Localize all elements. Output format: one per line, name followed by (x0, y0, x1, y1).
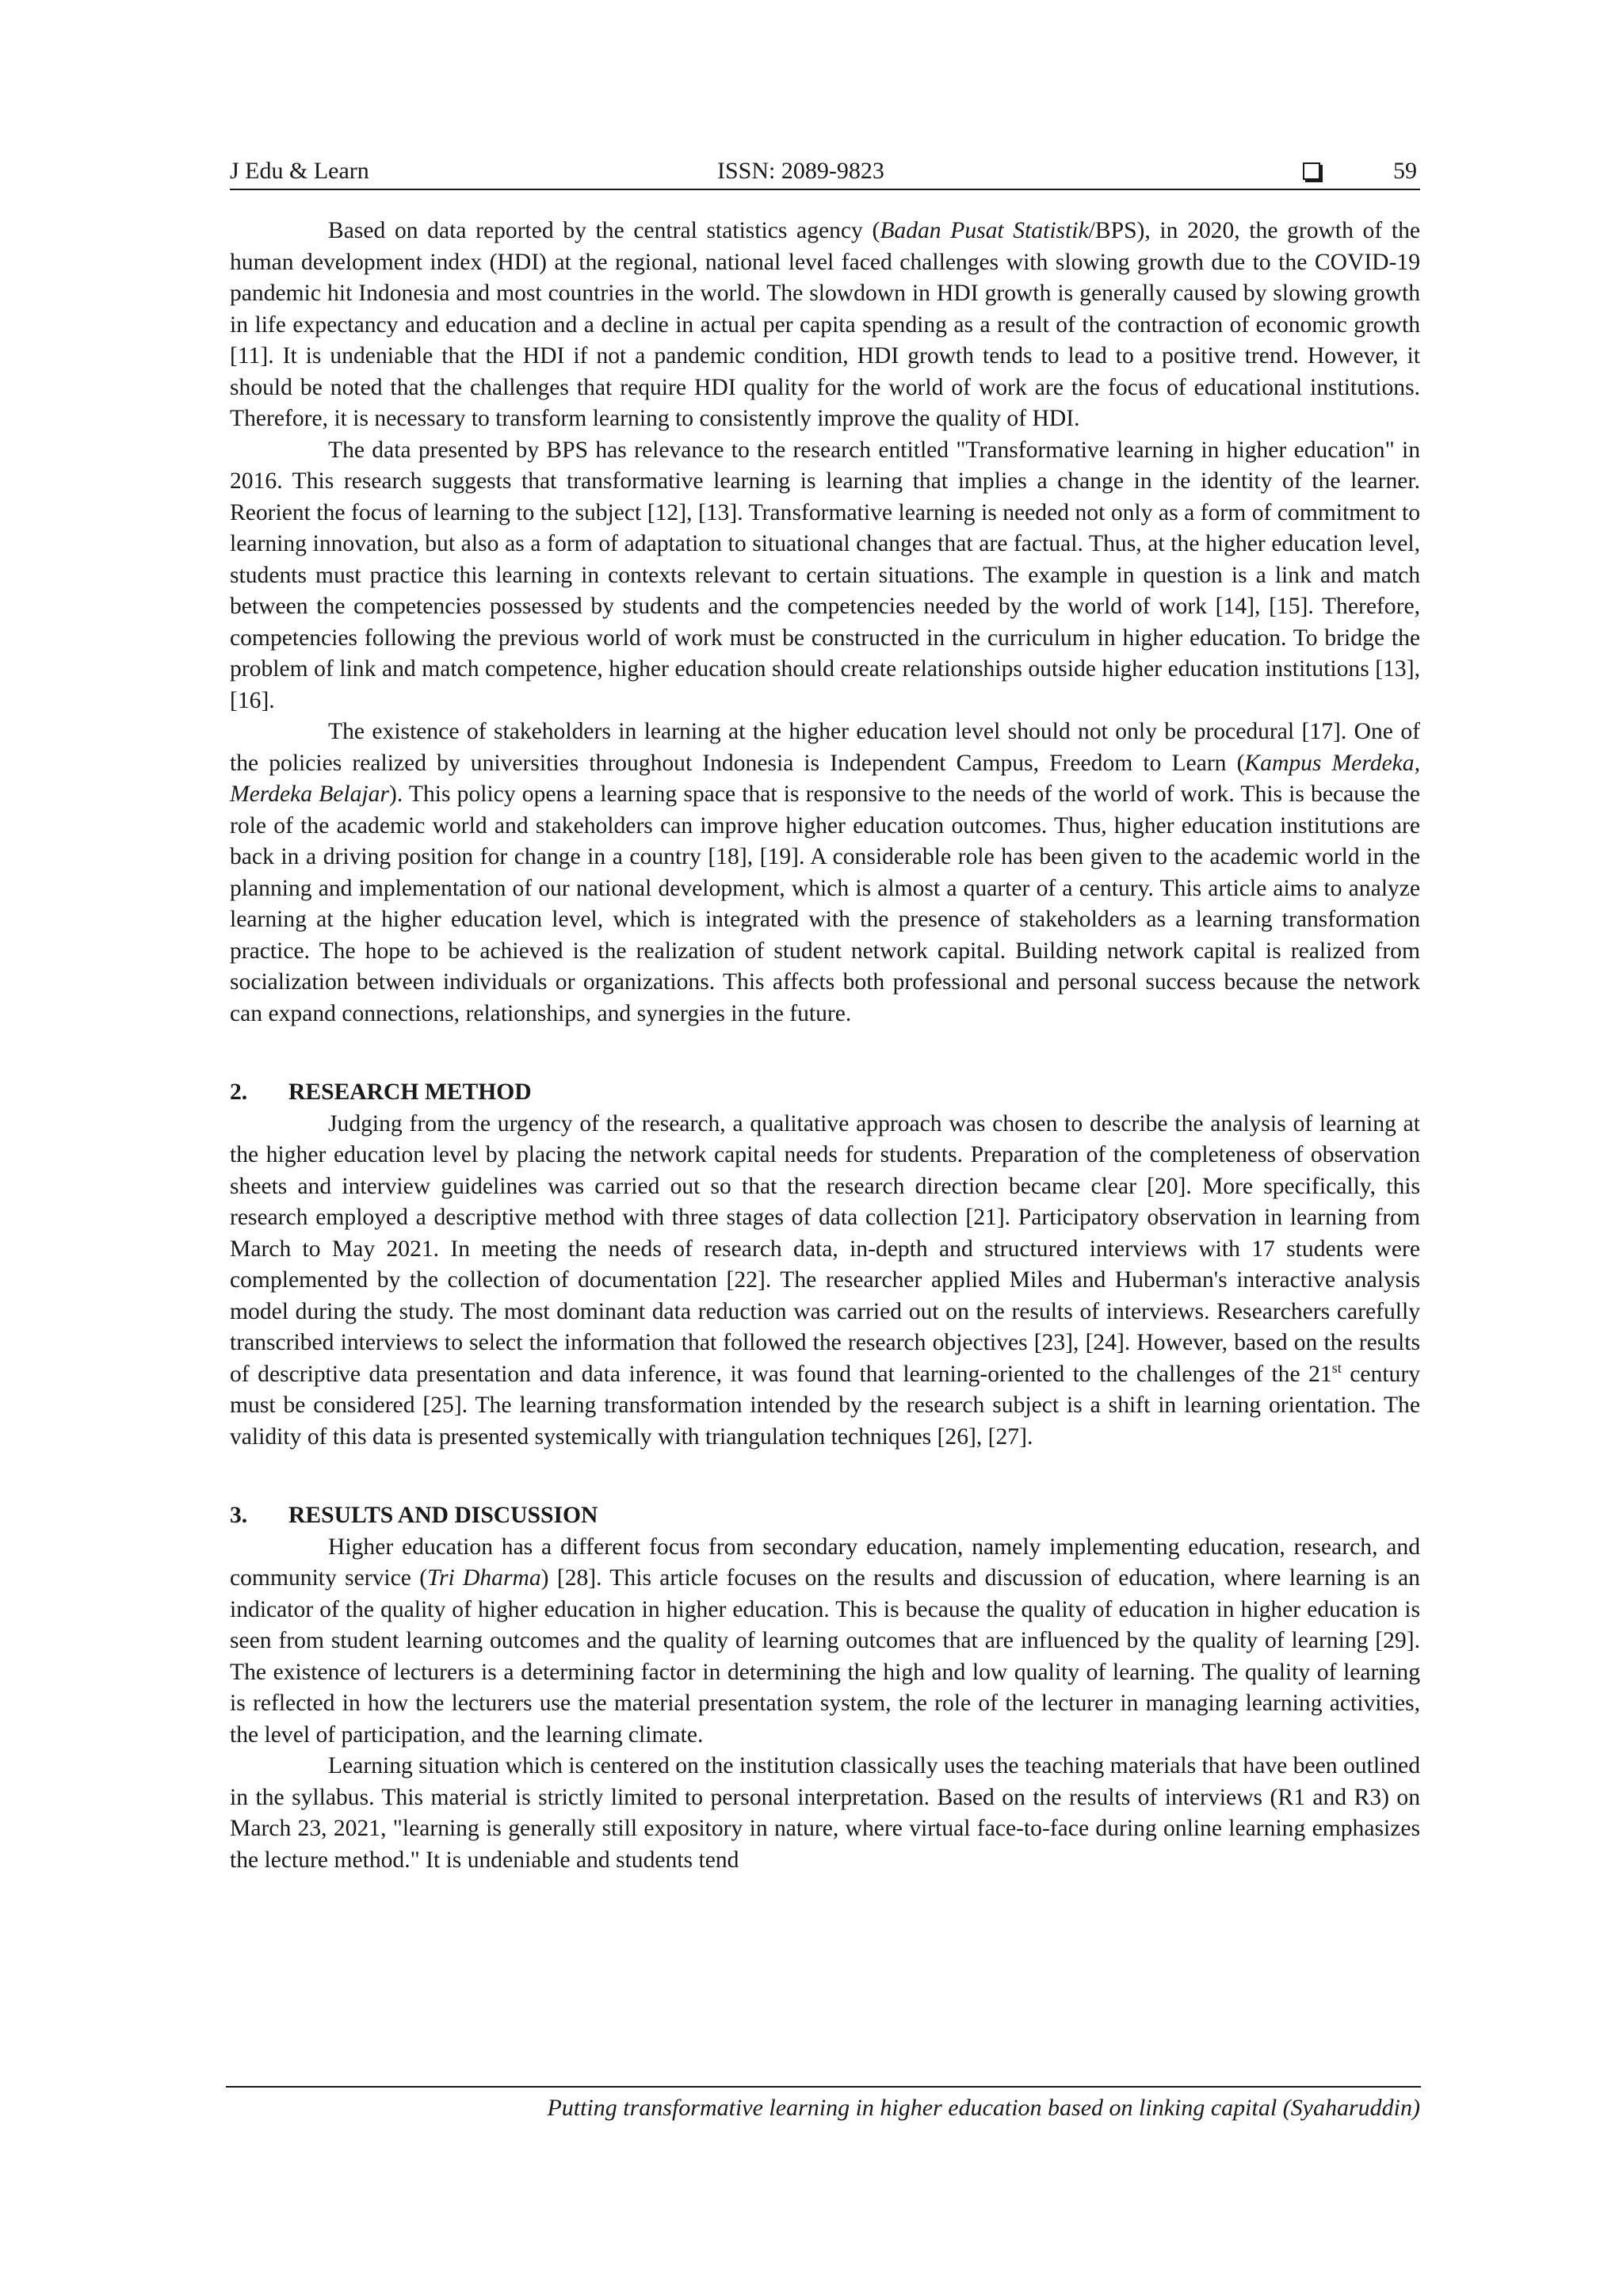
page-number: 59 (1393, 158, 1417, 184)
journal-name: J Edu & Learn (230, 158, 369, 184)
section-heading-results (230, 1500, 1420, 1532)
section-heading-research-method (230, 1077, 1420, 1109)
footer-rule (226, 2086, 1421, 2088)
checkbox-square-icon (1303, 162, 1320, 180)
intro-paragraph-2: The data presented by BPS has relevance to the research entitled "Transformative learning in higher education" in 2016. This research suggests that transformative learning is learning that implies a change in the identity of the learner. Reorient the focus of learning to the subject [12], [13]. Transformative learning is needed not only as a form of commitment to learning innovation, but also as a form of adaptation to situational changes that are factual. Thus, at the higher education level, students must practice this learning in contexts relevant to certain situations. The example in question is a link and match between the competencies possessed by students and the competencies needed by the world of work [14], [15]. Therefore, competencies following the previous world of work must be constructed in the curriculum in higher education. To bridge the problem of link and match competence, higher education should create relationships outside higher education institutions [13], [16]. (230, 437, 1420, 713)
section-title: RESULTS AND DISCUSSION (288, 1503, 598, 1528)
section-number: 2. (230, 1079, 248, 1105)
results-paragraph-1: Higher education has a different focus from secondary education, namely implementing education, research, and community service (Tri Dharma) [28]. This article focuses on the results and discussion of education, where learning is an indicator of the quality of higher education in higher education. This is because the quality of education in higher education is seen from student learning outcomes and the quality of learning outcomes that are influenced by the quality of learning [29]. The existence of lecturers is a determining factor in determining the high and low quality of learning. The quality of learning is reflected in how the lecturers use the material presentation system, the role of the lecturer in managing learning activities, the level of participation, and the learning climate. (230, 1534, 1420, 1748)
section-title: RESEARCH METHOD (288, 1079, 532, 1105)
issn: ISSN: 2089-9823 (717, 158, 884, 184)
results-paragraph-2: Learning situation which is centered on the institution classically uses the teaching materials that have been outlined in the syllabus. This material is strictly limited to personal interpretation. Based on the results of interviews (R1 and R3) on March 23, 2021, "learning is generally still expository in nature, where virtual face-to-face during online learning emphasizes the lecture method." It is undeniable and students tend (230, 1753, 1420, 1873)
header-rule (230, 189, 1420, 190)
intro-paragraph-3: The existence of stakeholders in learning at the higher education level should not only be procedural [17]. One of the policies realized by universities throughout Indonesia is Independent Campus, Freedom to Learn (Kampus Merdeka, Merdeka Belajar). This policy opens a learning space that is responsive to the needs of the world of work. This is because the role of the academic world and stakeholders can improve higher education outcomes. Thus, higher education institutions are back in a driving position for change in a country [18], [19]. A considerable role has been given to the academic world in the planning and implementation of our national development, which is almost a quarter of a century. This article aims to analyze learning at the higher education level, which is integrated with the presence of stakeholders as a learning transformation practice. The hope to be achieved is the realization of student network capital. Building network capital is realized from socialization between individuals or organizations. This affects both professional and personal success because the network can expand connections, relationships, and synergies in the future. (230, 719, 1420, 1026)
article-body (230, 216, 1420, 1876)
method-paragraph-1: Judging from the urgency of the research, a qualitative approach was chosen to describe the analysis of learning at the higher education level by placing the network capital needs for students. Preparation of the completeness of observation sheets and interview guidelines was carried out so that the research direction became clear [20]. More specifically, this research employed a descriptive method with three stages of data collection [21]. Participatory observation in learning from March to May 2021. In meeting the needs of research data, in-depth and structured interviews with 17 students were complemented by the collection of documentation [22]. The researcher applied Miles and Huberman's interactive analysis model during the study. The most dominant data reduction was carried out on the results of interviews. Researchers carefully transcribed interviews to select the information that followed the research objectives [23], [24]. However, based on the results of descriptive data presentation and data inference, it was found that learning-oriented to the challenges of the 21st century must be considered [25]. The learning transformation intended by the research subject is a shift in learning orientation. The validity of this data is presented systemically with triangulation techniques [26], [27]. (230, 1110, 1421, 1450)
page-header (230, 155, 1420, 190)
running-footer: Putting transformative learning in higher education based on linking capital (Syaharuddin) (547, 2095, 1420, 2121)
intro-paragraph-1: Based on data reported by the central statistics agency (Badan Pusat Statistik/BPS), in 2020, the growth of the human development index (HDI) at the regional, national level faced challenges with slowing growth due to the COVID-19 pandemic hit Indonesia and most countries in the world. The slowdown in HDI growth is generally caused by slowing growth in life expectancy and education and a decline in actual per capita spending as a result of the contraction of economic growth [11]. It is undeniable that the HDI if not a pandemic condition, HDI growth tends to lead to a positive trend. However, it should be noted that the challenges that require HDI quality for the world of work are the focus of educational institutions. Therefore, it is necessary to transform learning to consistently improve the quality of HDI. (230, 218, 1420, 431)
section-number: 3. (230, 1503, 248, 1528)
